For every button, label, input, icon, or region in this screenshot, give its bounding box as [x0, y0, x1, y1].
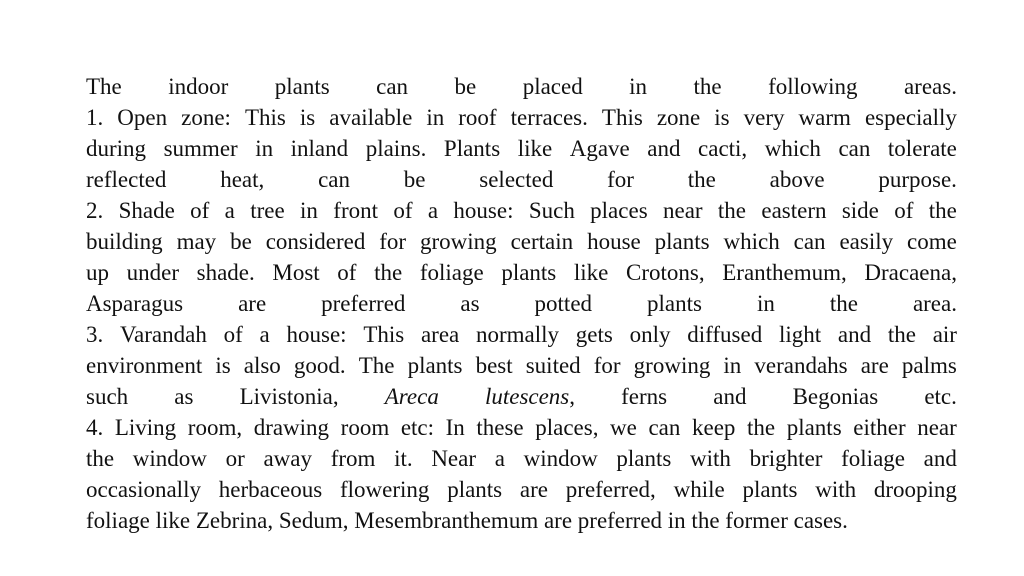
word: we	[610, 415, 637, 440]
word: Shade	[118, 198, 175, 223]
word: zone	[656, 105, 701, 130]
word: in	[723, 353, 742, 378]
word: of	[223, 322, 243, 347]
word: 1.	[86, 105, 104, 130]
word: it.	[394, 446, 413, 471]
text-line	[86, 164, 957, 195]
word: window	[523, 446, 598, 471]
text-line	[86, 102, 957, 133]
word: terraces.	[510, 105, 588, 130]
italic-term: Areca	[384, 384, 439, 409]
word: tree	[250, 198, 285, 223]
word: areas.	[903, 74, 957, 99]
word: during	[86, 136, 147, 161]
text-line	[86, 474, 957, 505]
word: following	[768, 74, 858, 99]
word: Asparagus	[86, 291, 184, 316]
word: considered	[265, 229, 366, 254]
text-line	[86, 505, 957, 536]
word: is	[714, 105, 730, 130]
word: 4.	[86, 415, 104, 440]
word: in	[756, 291, 775, 316]
word: normally	[476, 322, 560, 347]
word: Varandah	[120, 322, 207, 347]
word: for	[593, 353, 621, 378]
body-text	[86, 71, 957, 536]
word: window	[132, 446, 207, 471]
word: plants	[274, 74, 330, 99]
word: such	[86, 384, 129, 409]
word: either	[853, 415, 906, 440]
word: Such	[528, 198, 575, 223]
word: growing	[420, 229, 497, 254]
word: also	[243, 353, 281, 378]
word: shade.	[196, 260, 255, 285]
word: in	[255, 136, 274, 161]
word: in	[629, 74, 648, 99]
word: Living	[114, 415, 177, 440]
word: preferred,	[565, 477, 656, 502]
word: especially	[864, 105, 957, 130]
word: which	[723, 229, 780, 254]
word: area	[420, 322, 460, 347]
word: and	[923, 446, 957, 471]
word: the	[687, 167, 716, 192]
word: summer	[163, 136, 238, 161]
word: can	[318, 167, 350, 192]
word: from	[330, 446, 376, 471]
word: and	[647, 136, 681, 161]
text-line	[86, 412, 957, 443]
word: these	[476, 415, 524, 440]
word: are	[519, 477, 548, 502]
word: a	[259, 322, 270, 347]
text-line	[86, 71, 957, 102]
word: very	[743, 105, 785, 130]
word: is	[215, 353, 231, 378]
word: near	[917, 415, 957, 440]
word: drooping	[873, 477, 957, 502]
word: plants	[501, 260, 557, 285]
word: suited	[525, 353, 581, 378]
word: while	[673, 477, 725, 502]
word: side	[841, 198, 879, 223]
word: places,	[535, 415, 599, 440]
word: the	[717, 198, 747, 223]
word: or	[225, 446, 245, 471]
word: In	[445, 415, 465, 440]
word: zone:	[181, 105, 231, 130]
word: be	[230, 229, 252, 254]
word: good.	[293, 353, 346, 378]
word: as	[460, 291, 480, 316]
word: as	[174, 384, 194, 409]
word: with	[815, 477, 857, 502]
word: of	[190, 198, 210, 223]
word: lutescens,	[484, 384, 576, 409]
word: eastern	[761, 198, 827, 223]
word: come	[907, 229, 957, 254]
word: house:	[286, 322, 347, 347]
word: may	[176, 229, 217, 254]
word: can	[648, 415, 681, 440]
word: the	[928, 198, 957, 223]
word: environment	[86, 353, 203, 378]
word: of	[393, 198, 413, 223]
word: a	[494, 446, 505, 471]
word: are	[238, 291, 267, 316]
word: reflected	[86, 167, 167, 192]
word: the	[693, 74, 722, 99]
italic-term: lutescens	[484, 384, 570, 409]
word: near	[662, 198, 703, 223]
word: a	[224, 198, 235, 223]
word: away	[263, 446, 312, 471]
word: Begonias	[792, 384, 879, 409]
word: and	[713, 384, 747, 409]
text-line	[86, 195, 957, 226]
word: occasionally	[86, 477, 201, 502]
word: 3.	[86, 322, 104, 347]
word: plains.	[365, 136, 427, 161]
word: heat,	[220, 167, 265, 192]
word: for	[607, 167, 634, 192]
word: can	[838, 136, 871, 161]
word: flowering	[339, 477, 430, 502]
word: drawing	[253, 415, 330, 440]
word: plants	[742, 477, 798, 502]
word: diffused	[687, 322, 763, 347]
word: is	[299, 105, 316, 130]
word: palms	[901, 353, 957, 378]
text-line	[86, 226, 957, 257]
word: The	[86, 74, 122, 99]
word: placed	[522, 74, 583, 99]
word: be	[454, 74, 477, 99]
word: Eranthemum,	[722, 260, 847, 285]
text-line	[86, 288, 957, 319]
word: plants	[447, 477, 503, 502]
word: only	[629, 322, 671, 347]
word: plants	[786, 415, 842, 440]
word: like	[573, 260, 609, 285]
word: the	[887, 322, 916, 347]
word: the	[374, 260, 403, 285]
word: Open	[117, 105, 168, 130]
word: a	[427, 198, 439, 223]
word: keep	[691, 415, 736, 440]
word: available	[329, 105, 413, 130]
word: light	[778, 322, 822, 347]
word: building	[86, 229, 163, 254]
word: the	[86, 446, 115, 471]
text-line	[86, 133, 957, 164]
word: plants	[616, 446, 672, 471]
word: can	[376, 74, 409, 99]
word: plants	[647, 291, 702, 316]
word: selected	[479, 167, 554, 192]
word: etc.	[924, 384, 957, 409]
word: room,	[187, 415, 243, 440]
word: tolerate	[887, 136, 957, 161]
word: foliage	[419, 260, 484, 285]
word: plants	[407, 353, 463, 378]
text-line	[86, 350, 957, 381]
word: foliage	[841, 446, 905, 471]
word: in	[300, 198, 318, 223]
word: purpose.	[878, 167, 957, 192]
word: be	[403, 167, 426, 192]
word: and	[837, 322, 872, 347]
text-line	[86, 443, 957, 474]
word: the	[747, 415, 776, 440]
word: can	[793, 229, 826, 254]
word: foliage like Zebrina, Sedum, Mesembranthemum are preferred in the former cases.	[86, 508, 848, 533]
word: with	[690, 446, 731, 471]
word: 2.	[86, 198, 104, 223]
word: area.	[912, 291, 957, 316]
word: indoor	[168, 74, 229, 99]
word: easily	[839, 229, 894, 254]
word: up	[86, 260, 109, 285]
word: This	[601, 105, 643, 130]
word: above	[769, 167, 825, 192]
word: potted	[534, 291, 593, 316]
word: growing	[633, 353, 711, 378]
word: Agave	[569, 136, 630, 161]
word: gets	[575, 322, 613, 347]
word: This	[363, 322, 405, 347]
word: of	[337, 260, 357, 285]
word: This	[244, 105, 286, 130]
text-line	[86, 319, 957, 350]
word: plants	[654, 229, 710, 254]
word: under	[126, 260, 179, 285]
word: Livistonia,	[239, 384, 339, 409]
word: warm	[798, 105, 851, 130]
word: house	[587, 229, 641, 254]
word: Plants	[443, 136, 501, 161]
word: room	[340, 415, 390, 440]
word: inland	[290, 136, 349, 161]
word: certain	[510, 229, 574, 254]
text-line	[86, 257, 957, 288]
word: ferns	[621, 384, 668, 409]
word: cacti,	[698, 136, 748, 161]
word: front	[333, 198, 378, 223]
word: the	[829, 291, 858, 316]
word: verandahs	[754, 353, 848, 378]
word: in	[426, 105, 445, 130]
word: Crotons,	[626, 260, 705, 285]
word: The	[358, 353, 395, 378]
word: brighter	[749, 446, 823, 471]
word: house:	[453, 198, 514, 223]
word: Most	[272, 260, 320, 285]
word: of	[894, 198, 914, 223]
word: places	[590, 198, 648, 223]
word: for	[379, 229, 407, 254]
word: preferred	[321, 291, 406, 316]
word: best	[475, 353, 513, 378]
word: like	[517, 136, 553, 161]
word: herbaceous	[218, 477, 323, 502]
word: roof	[458, 105, 497, 130]
text-line	[86, 381, 957, 412]
word: which	[764, 136, 821, 161]
word: Dracaena,	[864, 260, 957, 285]
word: air	[932, 322, 957, 347]
word: etc:	[400, 415, 435, 440]
word	[385, 381, 439, 412]
word: Near	[431, 446, 476, 471]
word: are	[860, 353, 889, 378]
